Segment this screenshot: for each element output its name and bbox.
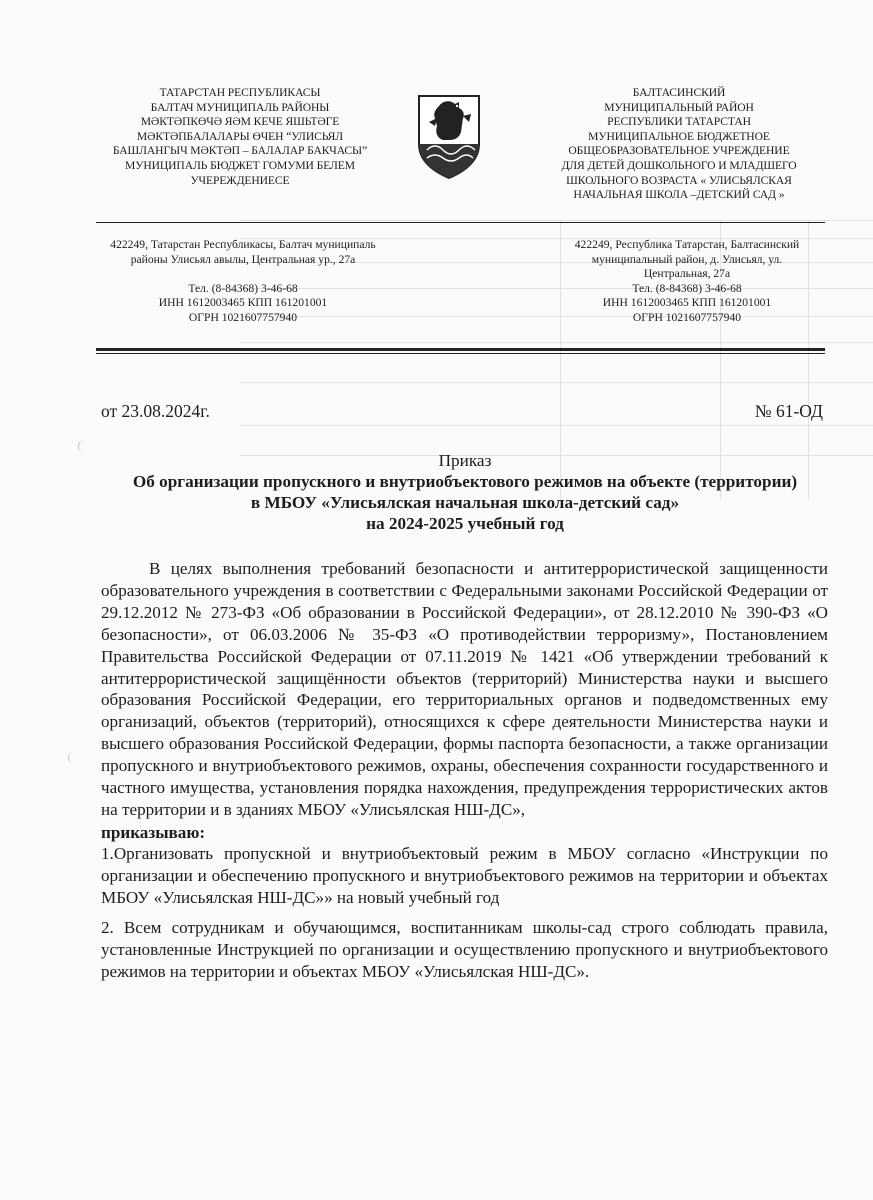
order-item-2: 2. Всем сотрудникам и обучающимся, воспитанникам школы-сад строго соблюдать правила, установленные Инструкцией по организации и осуществлению пропускного и внутриобъектового режимов на территории и объектах МБОУ «Улисьялская НШ-ДС».	[101, 918, 828, 981]
address-left: 422249, Татарстан Республикасы, Балтач муниципаль районы Улисьял авылы, Центральная ур., 27а Тел. (8-84368) 3-46-68 ИНН 1612003465 КПП 161201001 ОГРН 1021607757940	[110, 238, 376, 324]
title-word: Приказ	[438, 451, 492, 470]
header-left-org: ТАТАРСТАН РЕСПУБЛИКАСЫ БАЛТАЧ МУНИЦИПАЛЬ РАЙОНЫ МӘКТӘПКӨЧӘ ЯӘМ КЕЧЕ ЯШЬТӘГЕ МӘКТӘПБАЛАЛАРЫ ӨЧЕН “УЛИСЬЯЛ БАШЛАНГЫЧ МӘКТӘП – БАЛАЛАР БАКЧАСЫ” МУНИЦИПАЛЬ БЮДЖЕТ ГОМУМИ БЕЛЕМ УЧЕРЕЖДЕНИЕСЕ	[112, 86, 368, 187]
title-line-1: Об организации пропускного и внутриобъектового режимов на объекте (территории)	[132, 472, 798, 491]
header-right-org: БАЛТАСИНСКИЙ МУНИЦИПАЛЬНЫЙ РАЙОН РЕСПУБЛИКИ ТАТАРСТАН МУНИЦИПАЛЬНОЕ БЮДЖЕТНОЕ ОБЩЕОБРАЗОВАТЕЛЬНОЕ УЧРЕЖДЕНИЕ ДЛЯ ДЕТЕЙ ДОШКОЛЬНОГО И МЛАДШЕГО ШКОЛЬНОГО ВОЗРАСТА « УЛИСЬЯЛСКАЯ НАЧАЛЬНАЯ ШКОЛА –ДЕТСКИЙ САД »	[561, 86, 797, 202]
header-divider	[96, 222, 825, 223]
preamble-paragraph: В целях выполнения требований безопасности и антитеррористической защищенности образовательного учреждения в соответствии с Федеральными законами Российской Федерации от 29.12.2012 № 273-ФЗ «Об образовании в Российской Федерации», от 28.12.2010 № 390-ФЗ «О безопасности», от 06.03.2006 № 35-ФЗ «О противодействии терроризму», Постановлением Правительства Российской Федерации от 07.11.2019 № 1421 «Об утверждении требований к антитеррористической защищённости объектов (территорий) Министерства науки и высшего образования Российской Федерации, его территориальных органов и подведомственных ему организаций, объектов (территорий), относящихся к сфере деятельности Министерства науки и высшего образования Российской Федерации, формы паспорта безопасности, а также организации пропускного и внутриобъектового режимов, охраны, обеспечения сохранности государственного и частного имущества, установления порядка нахождения, предупреждения террористических актов на территории и в зданиях МБОУ «Улисьялская НШ-ДС»,	[101, 559, 828, 819]
header-divider-thin	[96, 353, 825, 354]
order-word: приказываю:	[101, 823, 206, 842]
title-line-2: в МБОУ «Улисьялская начальная школа-детский сад»	[250, 493, 680, 512]
header-divider-thick	[96, 348, 825, 351]
order-title	[96, 450, 834, 534]
order-item-1: 1.Организовать пропускной и внутриобъектовый режим в МБОУ согласно «Инструкции по организации и обеспечению пропускного и внутриобъектового режимов на территории и объектах МБОУ «Улисьялская НШ-ДС»» на новый учебный год	[101, 844, 828, 907]
order-date: от 23.08.2024г.	[101, 401, 210, 421]
coat-of-arms-icon	[413, 92, 485, 180]
title-line-3: на 2024-2025 учебный год	[366, 514, 564, 533]
order-number: № 61-ОД	[754, 401, 823, 421]
punch-mark	[68, 752, 89, 764]
address-right: 422249, Республика Татарстан, Балтасинский муниципальный район, д. Улисьял, ул. Центральная, 27а Тел. (8-84368) 3-46-68 ИНН 1612003465 КПП 161201001 ОГРН 1021607757940	[574, 238, 800, 324]
